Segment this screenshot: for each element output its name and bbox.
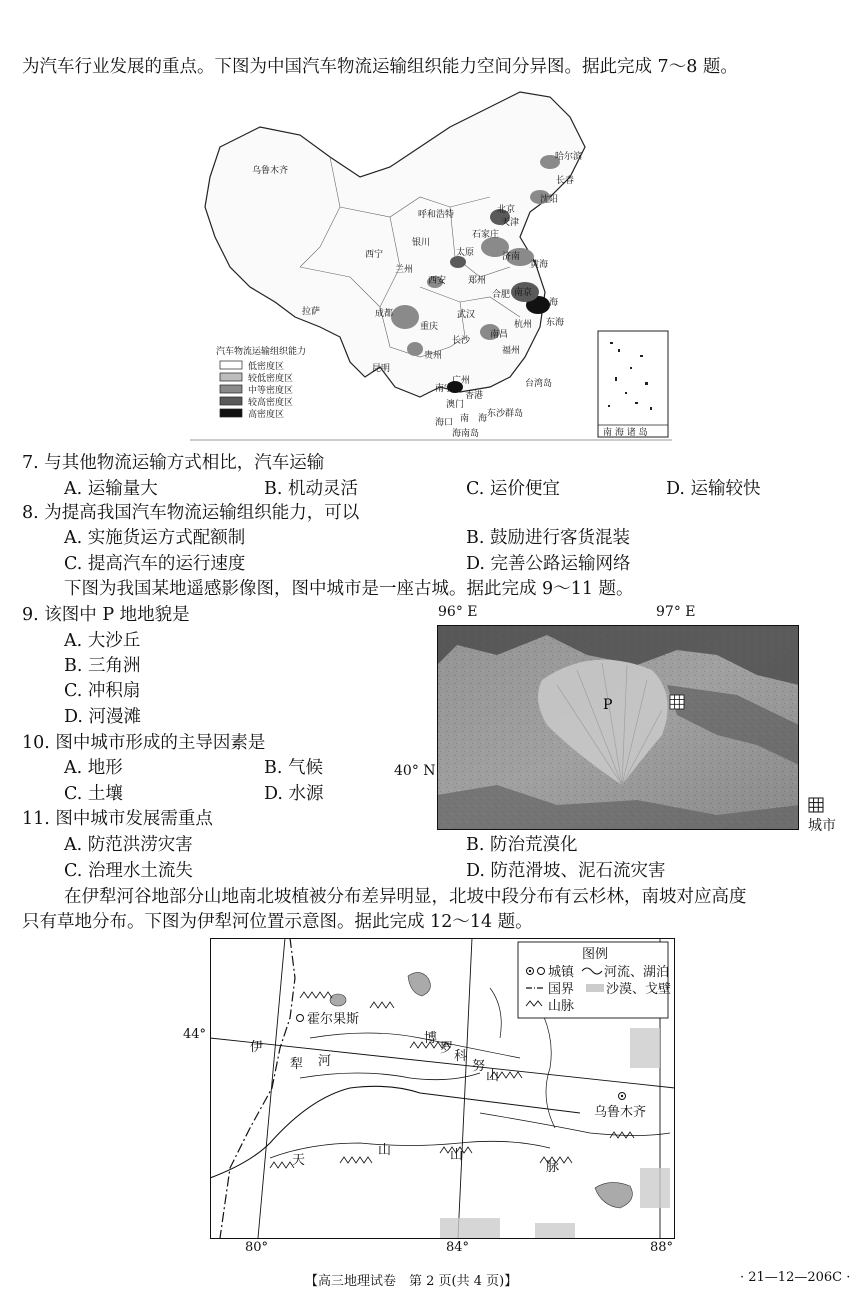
svg-text:香港: 香港 bbox=[465, 391, 484, 401]
lon-97-label: 97° E bbox=[656, 604, 696, 620]
q11-stem: 11. 图中城市发展需重点 bbox=[22, 809, 213, 829]
svg-text:石家庄: 石家庄 bbox=[472, 230, 500, 240]
q10-option-c: C. 土壤 bbox=[64, 784, 123, 804]
svg-text:郑州: 郑州 bbox=[468, 276, 487, 286]
svg-text:北京: 北京 bbox=[497, 205, 516, 215]
q11-option-c: C. 治理水土流失 bbox=[64, 861, 193, 881]
svg-text:贵州: 贵州 bbox=[424, 351, 443, 361]
q8-stem: 8. 为提高我国汽车物流运输组织能力，可以 bbox=[22, 503, 360, 523]
svg-text:成都: 成都 bbox=[375, 309, 394, 319]
mtn2-char-3: 山 bbox=[450, 1148, 464, 1163]
legend-desert-label: 沙漠、戈壁 bbox=[606, 982, 672, 997]
legend-swatch bbox=[220, 361, 242, 369]
svg-text:呼和浩特: 呼和浩特 bbox=[418, 210, 455, 220]
svg-text:广州: 广州 bbox=[452, 376, 471, 386]
svg-text:东海: 东海 bbox=[546, 318, 565, 328]
svg-text:重庆: 重庆 bbox=[420, 322, 439, 332]
svg-text:天津: 天津 bbox=[501, 218, 520, 228]
q9-option-d: D. 河漫滩 bbox=[64, 707, 142, 727]
q11-option-b: B. 防治荒漠化 bbox=[466, 835, 578, 855]
mtn1-char-5: 山 bbox=[486, 1069, 500, 1084]
lat-44-label: 44° bbox=[183, 1027, 207, 1042]
svg-text:合肥: 合肥 bbox=[492, 290, 511, 300]
svg-text:长春: 长春 bbox=[556, 176, 575, 186]
q9-option-a: A. 大沙丘 bbox=[64, 631, 141, 651]
q7-option-d: D. 运输较快 bbox=[666, 479, 761, 499]
legend-label: 低密度区 bbox=[248, 362, 285, 372]
para-12-14-line1: 在伊犁河谷地部分山地南北坡植被分布差异明显，北坡中段分布有云杉林，南坡对应高度 bbox=[64, 887, 747, 907]
city-symbol bbox=[670, 695, 684, 709]
remote-sensing-image bbox=[437, 625, 799, 830]
svg-text:南昌: 南昌 bbox=[490, 330, 509, 340]
q8-option-b: B. 鼓励进行客货混装 bbox=[466, 528, 630, 548]
q11-option-d: D. 防范滑坡、泥石流灾害 bbox=[466, 861, 666, 881]
page-code: · 21—12—206C · bbox=[740, 1270, 851, 1285]
mtn1-char-2: 罗 bbox=[440, 1041, 454, 1056]
svg-text:杭州: 杭州 bbox=[514, 320, 533, 330]
legend-label: 较低密度区 bbox=[248, 374, 294, 384]
svg-text:西宁: 西宁 bbox=[365, 250, 384, 260]
legend-label: 较高密度区 bbox=[248, 398, 294, 408]
legend-swatch bbox=[220, 397, 242, 405]
legend-label: 高密度区 bbox=[248, 410, 285, 420]
q8-option-d: D. 完善公路运输网络 bbox=[466, 554, 631, 574]
intro-text: 为汽车行业发展的重点。下图为中国汽车物流运输组织能力空间分异图。据此完成 7～8 题。 bbox=[22, 57, 738, 77]
q8-option-c: C. 提高汽车的运行速度 bbox=[64, 554, 246, 574]
svg-text:上海: 上海 bbox=[540, 298, 559, 308]
svg-text:海南岛: 海南岛 bbox=[452, 429, 480, 439]
q9-option-b: B. 三角洲 bbox=[64, 656, 141, 676]
svg-text:台湾岛: 台湾岛 bbox=[525, 379, 553, 389]
svg-text:哈尔滨: 哈尔滨 bbox=[555, 152, 583, 162]
legend-border-label: 国界 bbox=[548, 982, 575, 997]
mtn1-char-4: 努 bbox=[472, 1059, 486, 1074]
lon-96-label: 96° E bbox=[438, 604, 478, 620]
river-char-3: 河 bbox=[318, 1054, 332, 1069]
map1-legend-title: 汽车物流运输组织能力 bbox=[216, 347, 307, 357]
svg-text:东沙群岛: 东沙群岛 bbox=[487, 409, 524, 419]
q7-option-b: B. 机动灵活 bbox=[264, 479, 358, 499]
para-12-14-line2: 只有草地分布。下图为伊犁河位置示意图。据此完成 12～14 题。 bbox=[22, 912, 533, 932]
svg-text:济南: 济南 bbox=[502, 252, 521, 262]
svg-text:南京: 南京 bbox=[514, 288, 533, 298]
legend-swatch bbox=[220, 385, 242, 393]
svg-text:黄海: 黄海 bbox=[530, 260, 549, 270]
page-footer: 【高三地理试卷 第 2 页(共 4 页)】 bbox=[305, 1274, 518, 1289]
legend-mountain-label: 山脉 bbox=[548, 999, 575, 1014]
inset-label: 南 海 诸 岛 bbox=[603, 428, 648, 438]
svg-text:南 海: 南 海 bbox=[460, 414, 488, 424]
river-char-1: 伊 bbox=[250, 1040, 264, 1055]
q7-option-a: A. 运输量大 bbox=[64, 479, 158, 499]
mtn2-char-4: 脉 bbox=[546, 1160, 560, 1175]
q10-stem: 10. 图中城市形成的主导因素是 bbox=[22, 733, 266, 753]
lon-88-label: 88° bbox=[650, 1240, 674, 1255]
q7-option-c: C. 运价便宜 bbox=[466, 479, 560, 499]
legend-river-label: 河流、湖泊 bbox=[604, 965, 670, 980]
svg-text:沈阳: 沈阳 bbox=[540, 195, 559, 205]
q10-option-a: A. 地形 bbox=[64, 758, 123, 778]
q10-option-d: D. 水源 bbox=[264, 784, 324, 804]
svg-text:西安: 西安 bbox=[428, 276, 447, 286]
q9-stem: 9. 该图中 P 地地貌是 bbox=[22, 605, 190, 625]
svg-text:昆明: 昆明 bbox=[372, 364, 391, 374]
svg-text:武汉: 武汉 bbox=[457, 310, 476, 320]
svg-text:拉萨: 拉萨 bbox=[302, 307, 321, 317]
q8-option-a: A. 实施货运方式配额制 bbox=[64, 528, 246, 548]
lon-80-label: 80° bbox=[245, 1240, 269, 1255]
city-legend-label: 城市 bbox=[808, 818, 836, 834]
mtn1-char-1: 博 bbox=[424, 1031, 438, 1046]
city-khorgas: 霍尔果斯 bbox=[307, 1012, 360, 1027]
china-logistics-map bbox=[190, 87, 672, 441]
q10-option-b: B. 气候 bbox=[264, 758, 323, 778]
city-legend-icon bbox=[808, 797, 824, 817]
lat-40-label: 40° N bbox=[394, 763, 436, 779]
svg-text:海口: 海口 bbox=[435, 418, 454, 428]
legend-label: 中等密度区 bbox=[248, 386, 294, 396]
svg-text:乌鲁木齐: 乌鲁木齐 bbox=[252, 166, 289, 176]
svg-text:澳门: 澳门 bbox=[446, 400, 465, 410]
svg-text:南宁: 南宁 bbox=[435, 384, 454, 394]
q9-option-c: C. 冲积扇 bbox=[64, 681, 141, 701]
svg-text:银川: 银川 bbox=[412, 238, 431, 248]
point-p-label: P bbox=[603, 697, 613, 713]
river-char-2: 犁 bbox=[290, 1057, 304, 1072]
map1-legend bbox=[220, 360, 293, 420]
legend-town-label: 城镇 bbox=[548, 965, 575, 980]
intro-9-11: 下图为我国某地遥感影像图，图中城市是一座古城。据此完成 9～11 题。 bbox=[64, 579, 634, 599]
q11-option-a: A. 防范洪涝灾害 bbox=[64, 835, 193, 855]
ili-river-map bbox=[210, 938, 675, 1248]
svg-text:福州: 福州 bbox=[502, 346, 521, 356]
q7-stem: 7. 与其他物流运输方式相比，汽车运输 bbox=[22, 453, 325, 473]
city-urumqi: 乌鲁木齐 bbox=[594, 1105, 647, 1120]
svg-text:兰州: 兰州 bbox=[395, 265, 414, 275]
legend-swatch bbox=[220, 409, 242, 417]
mtn2-char-2: 山 bbox=[378, 1143, 392, 1158]
legend-swatch bbox=[220, 373, 242, 381]
lon-84-label: 84° bbox=[446, 1240, 470, 1255]
mtn2-char-1: 天 bbox=[292, 1153, 306, 1168]
map3-legend-title: 图例 bbox=[582, 947, 609, 962]
svg-text:太原: 太原 bbox=[456, 248, 475, 258]
svg-text:长沙: 长沙 bbox=[452, 336, 471, 346]
mtn1-char-3: 科 bbox=[454, 1049, 468, 1064]
